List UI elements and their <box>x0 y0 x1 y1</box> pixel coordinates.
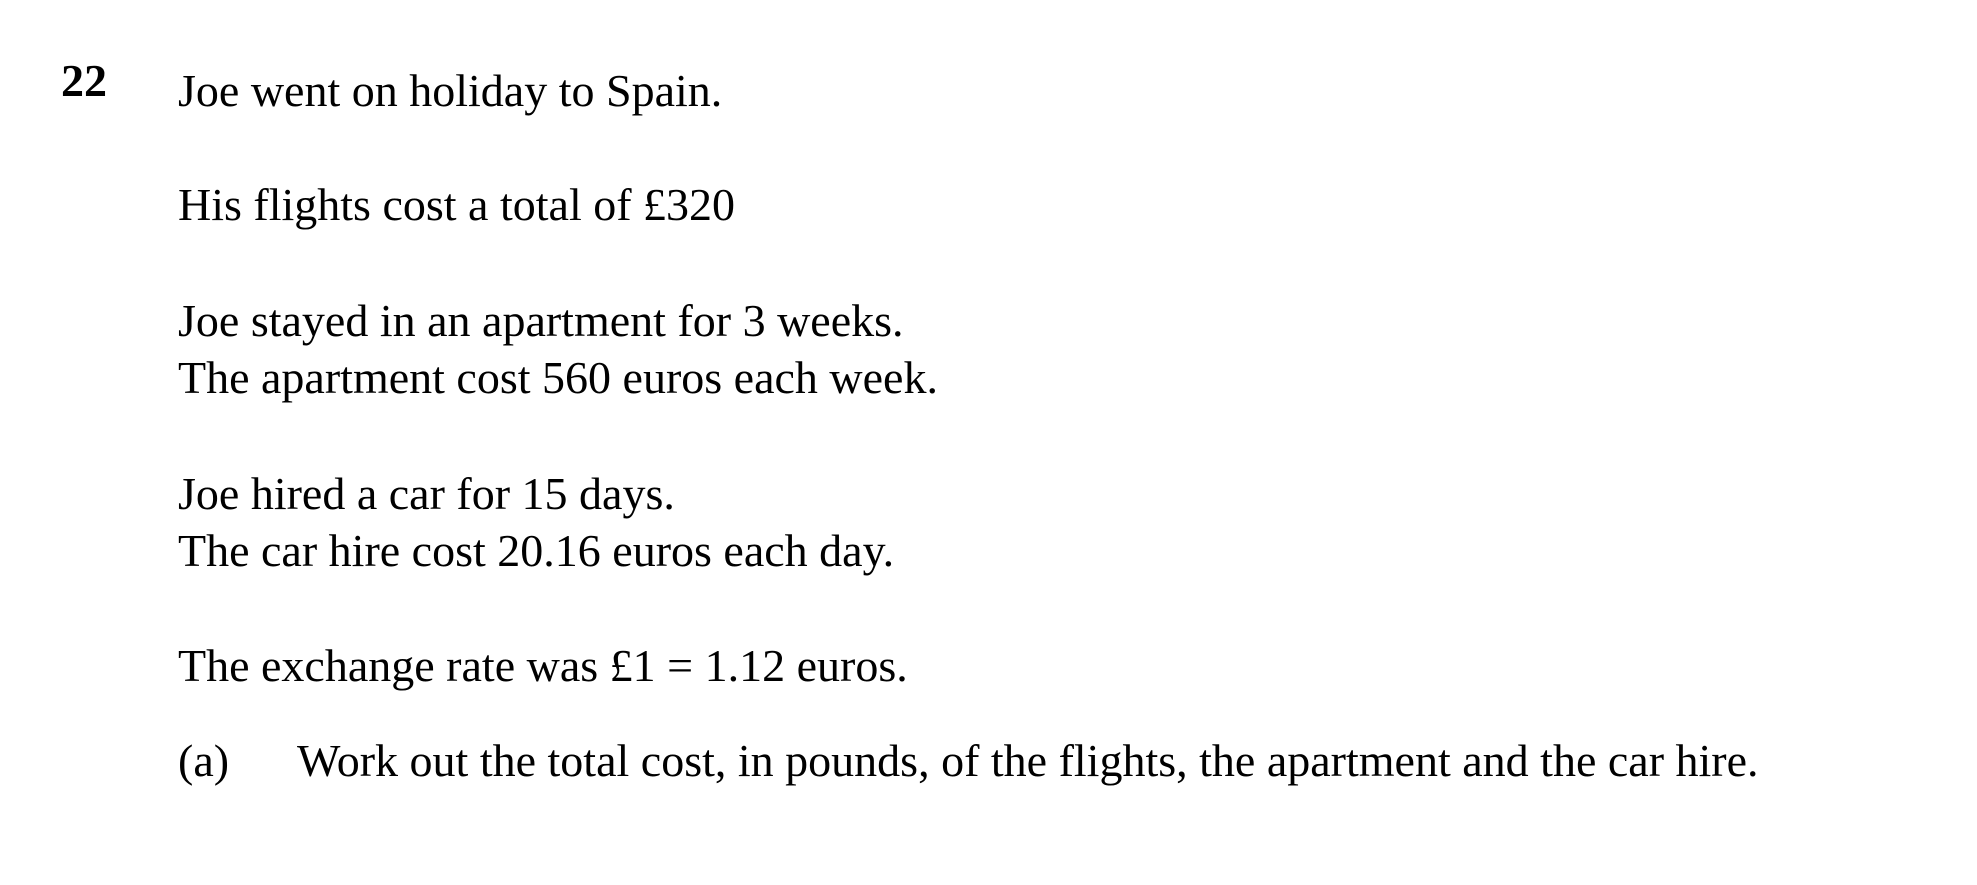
question-line-car-days: Joe hired a car for 15 days. <box>178 468 675 519</box>
question-line-apartment-cost: The apartment cost 560 euros each week. <box>178 352 938 403</box>
part-a-label: (a) <box>178 735 230 786</box>
question-number: 22 <box>61 55 107 106</box>
part-a-text: Work out the total cost, in pounds, of the flights, the apartment and the car hire. <box>297 735 1759 786</box>
question-line-flights: His flights cost a total of £320 <box>178 179 736 230</box>
question-line-apartment-weeks: Joe stayed in an apartment for 3 weeks. <box>178 295 904 346</box>
question-line-car-cost: The car hire cost 20.16 euros each day. <box>178 525 895 576</box>
question-line-holiday: Joe went on holiday to Spain. <box>178 65 723 116</box>
question-line-exchange-rate: The exchange rate was £1 = 1.12 euros. <box>178 640 908 691</box>
